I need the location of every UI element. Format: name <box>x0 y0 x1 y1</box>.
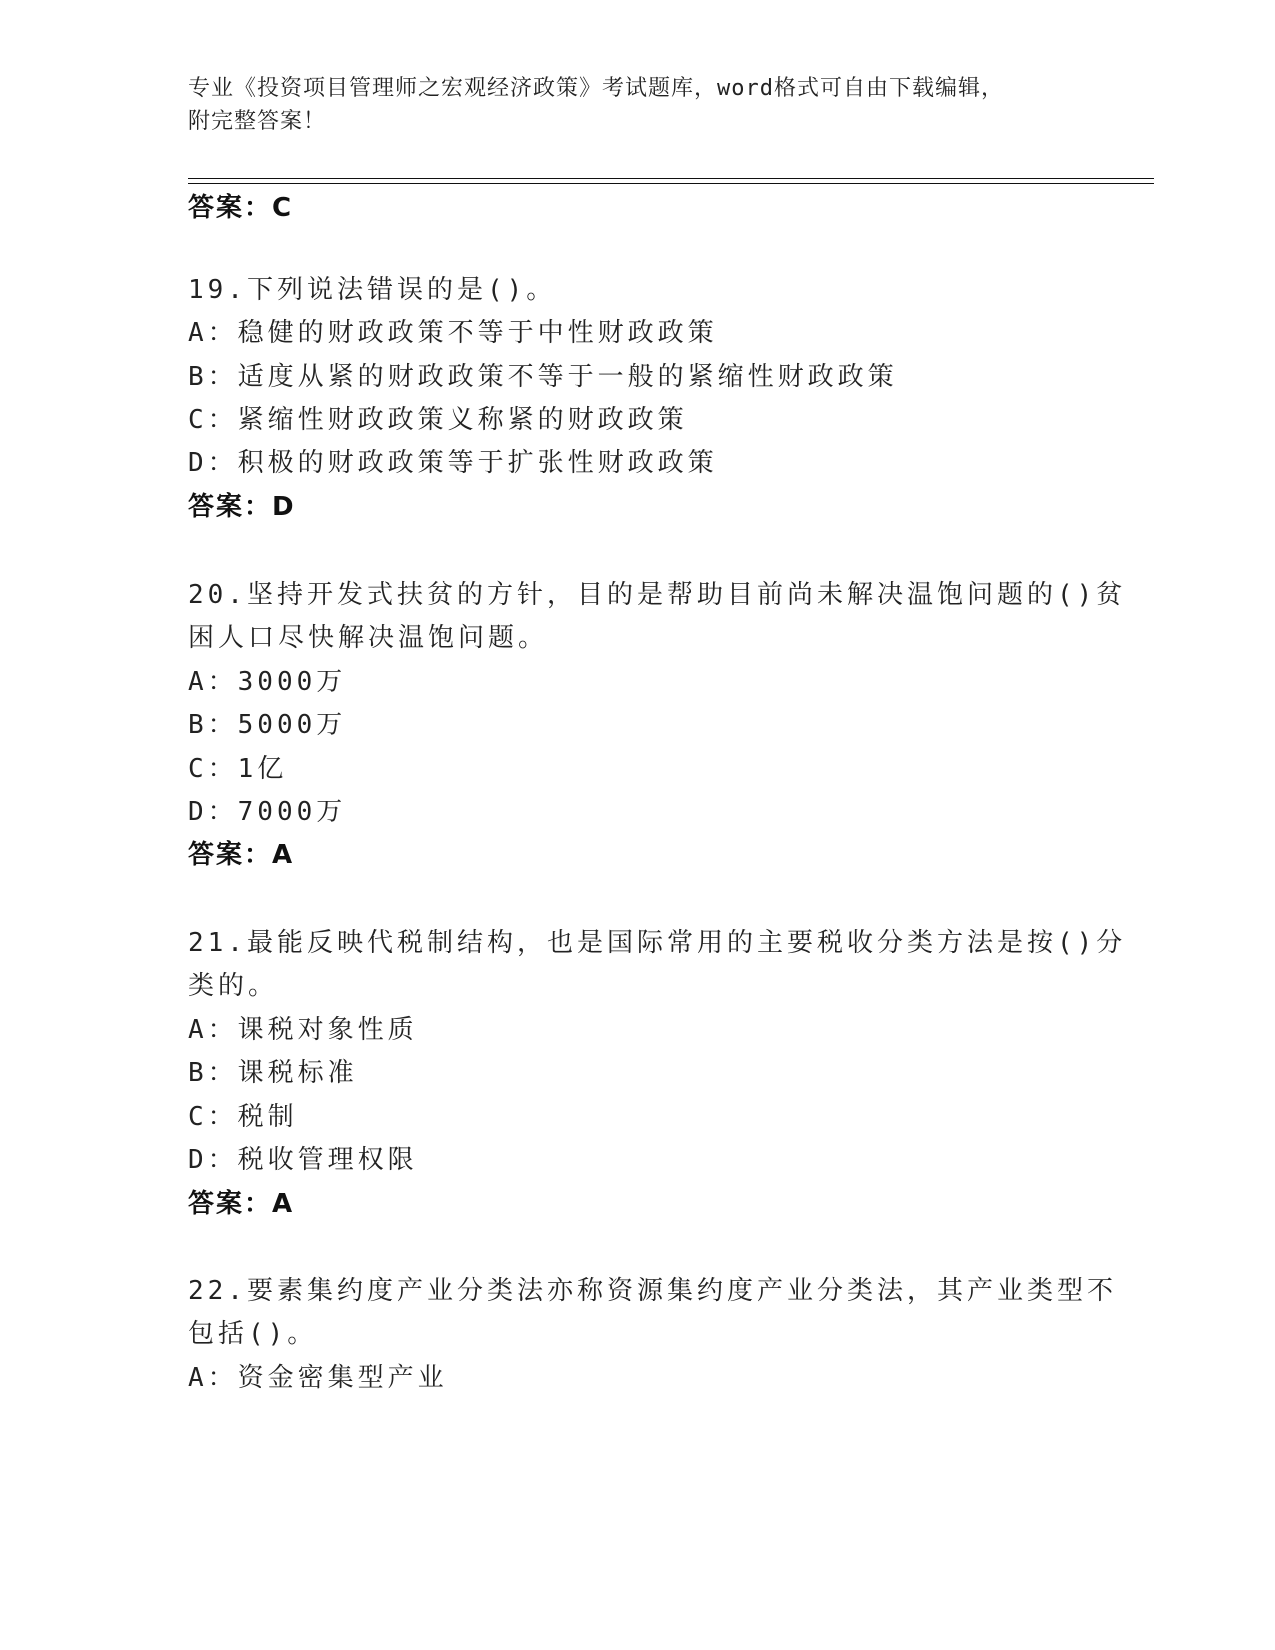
answer: 答案：A <box>188 1189 295 1219</box>
header-line-2: 附完整答案！ <box>188 109 327 134</box>
option-a: A：稳健的财政政策不等于中性财政政策 <box>188 318 718 348</box>
question-stem-continued: 包括()。 <box>188 1319 318 1349</box>
option-a: A：课税对象性质 <box>188 1015 418 1045</box>
option-d: D：税收管理权限 <box>188 1145 418 1175</box>
option-c: C：紧缩性财政政策义称紧的财政政策 <box>188 405 688 435</box>
question-stem-continued: 类的。 <box>188 971 279 1001</box>
answer: 答案：D <box>188 492 296 522</box>
question-stem: 22.要素集约度产业分类法亦称资源集约度产业分类法，其产业类型不 <box>188 1276 1117 1306</box>
header-divider-bottom <box>188 183 1154 184</box>
option-d: D：7000万 <box>188 797 347 827</box>
header-divider-top <box>188 178 1154 179</box>
question-stem: 19.下列说法错误的是()。 <box>188 275 557 305</box>
option-b: B：适度从紧的财政政策不等于一般的紧缩性财政政策 <box>188 362 898 392</box>
option-a: A：资金密集型产业 <box>188 1363 448 1393</box>
option-d: D：积极的财政政策等于扩张性财政政策 <box>188 448 718 478</box>
answer: 答案：A <box>188 840 295 870</box>
option-c: C：1亿 <box>188 754 288 784</box>
question-stem-continued: 困人口尽快解决温饱问题。 <box>188 623 549 653</box>
question-stem: 20.坚持开发式扶贫的方针，目的是帮助目前尚未解决温饱问题的()贫 <box>188 580 1127 610</box>
question-stem: 21.最能反映代税制结构，也是国际常用的主要税收分类方法是按()分 <box>188 928 1127 958</box>
previous-answer: 答案：C <box>188 193 294 223</box>
header-line-1: 专业《投资项目管理师之宏观经济政策》考试题库，word格式可自由下载编辑， <box>188 76 1004 101</box>
option-a: A：3000万 <box>188 667 347 697</box>
document-header <box>188 72 1088 138</box>
option-c: C：税制 <box>188 1102 298 1132</box>
option-b: B：5000万 <box>188 710 347 740</box>
option-b: B：课税标准 <box>188 1058 358 1088</box>
